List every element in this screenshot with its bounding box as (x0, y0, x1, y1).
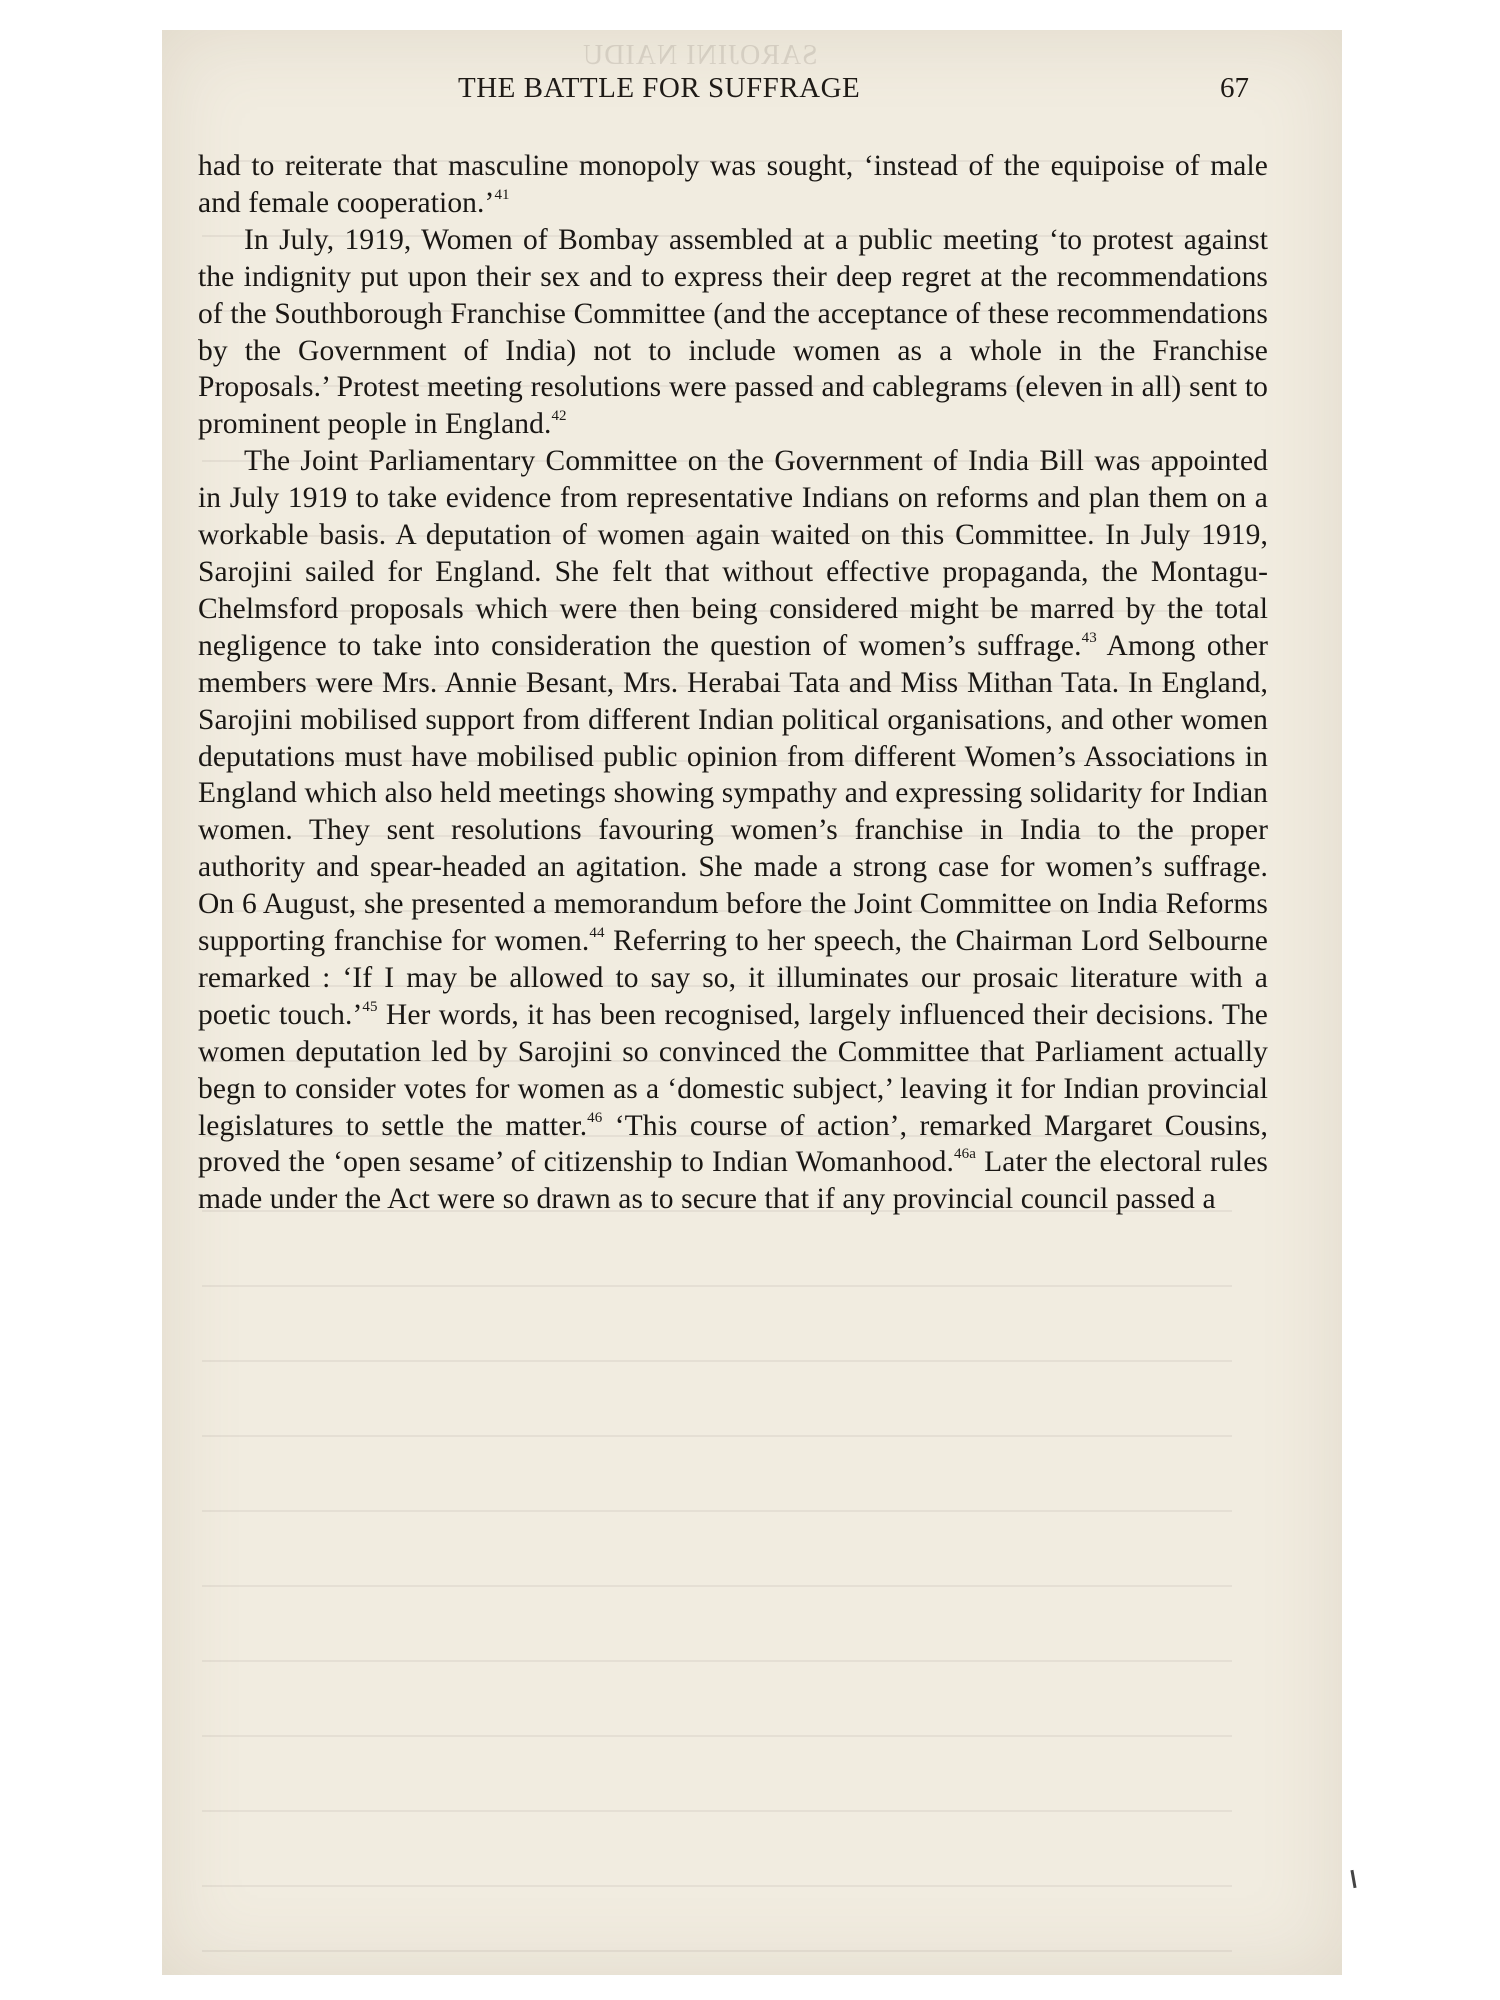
footnote-ref: 45 (362, 998, 378, 1015)
text-run: In July, 1919, Women of Bombay assembled at a public meeting ‘to protest against the indignity put upon their sex and to express their deep regret at the recommendations of the Southborough Franchise Committee (and the acceptance of these recommendations by the Government of India) not to include women as a whole in the Franchise Proposals.’ Protest meeting resolutions were passed and cablegrams (eleven in all) sent to prominent people in England. (198, 223, 1268, 441)
running-title: THE BATTLE FOR SUFFRAGE (458, 72, 861, 104)
footnote-ref: 42 (551, 408, 567, 425)
text-run: Among other members were Mrs. Annie Besant, Mrs. Herabai Tata and Miss Mithan Tata. In England, Sarojini mobilised support from different Indian political organisations, and other women deputations must have mobilised public opinion from different Women’s Associations in England which also held meetings showing sympathy and expressing solidarity for Indian women. They sent resolutions favouring women’s franchise in India to the proper authority and spear-headed an agitation. She made a strong case for women’s suffrage. On 6 August, she presented a memorandum before the Joint Committee on India Reforms supporting franchise for women. (198, 629, 1269, 958)
text-run: Her words, it has been recognised, largely influenced their decisions. The women deputation led by Sarojini so convinced the Committee that Parliament actually begn to consider votes for women as a ‘domestic subject,’ leaving it for Indian provincial legislatures to settle the matter. (198, 998, 1268, 1142)
paragraph (198, 222, 1268, 443)
paragraph (198, 443, 1268, 1218)
running-head (162, 72, 1342, 112)
book-page (162, 30, 1342, 1975)
footnote-ref: 44 (589, 925, 605, 942)
footnote-ref: 41 (494, 186, 510, 203)
footnote-ref: 43 (1081, 629, 1097, 646)
text-run: had to reiterate that masculine monopoly was sought, ‘instead of the equipoise of male and female cooperation.’ (198, 150, 1268, 219)
body-text (198, 148, 1268, 1218)
text-run: Later the electoral rules made under the Act were so drawn as to secure that if any provincial council passed a (198, 1146, 1268, 1216)
text-run: The Joint Parliamentary Committee on the Government of India Bill was appointed in July 1919 to take evidence from representative Indians on reforms and plan them on a workable basis. A deputation of women again waited on this Committee. In July 1919, Sarojini sailed for England. She felt that without effective propaganda, the Montagu-Chelmsford proposals which were then being considered might be marred by the total negligence to take into consideration the question of women’s suffrage. (198, 445, 1268, 662)
text-run: ‘This course of action’, remarked Margaret Cousins, proved the ‘open sesame’ of citizenship to Indian Womanhood. (198, 1109, 1268, 1179)
page-number: 67 (1220, 72, 1249, 104)
footnote-ref: 46a (954, 1146, 976, 1163)
text-run: Referring to her speech, the Chairman Lord Selbourne remarked : ‘If I may be allowed to say so, it illuminates our prosaic literature with a poetic touch.’ (198, 925, 1268, 1031)
footnote-ref: 46 (587, 1109, 603, 1126)
stray-mark (1350, 1870, 1356, 1888)
show-through-header: SAROJINI NAIDU (582, 40, 818, 71)
paragraph (198, 148, 1268, 222)
